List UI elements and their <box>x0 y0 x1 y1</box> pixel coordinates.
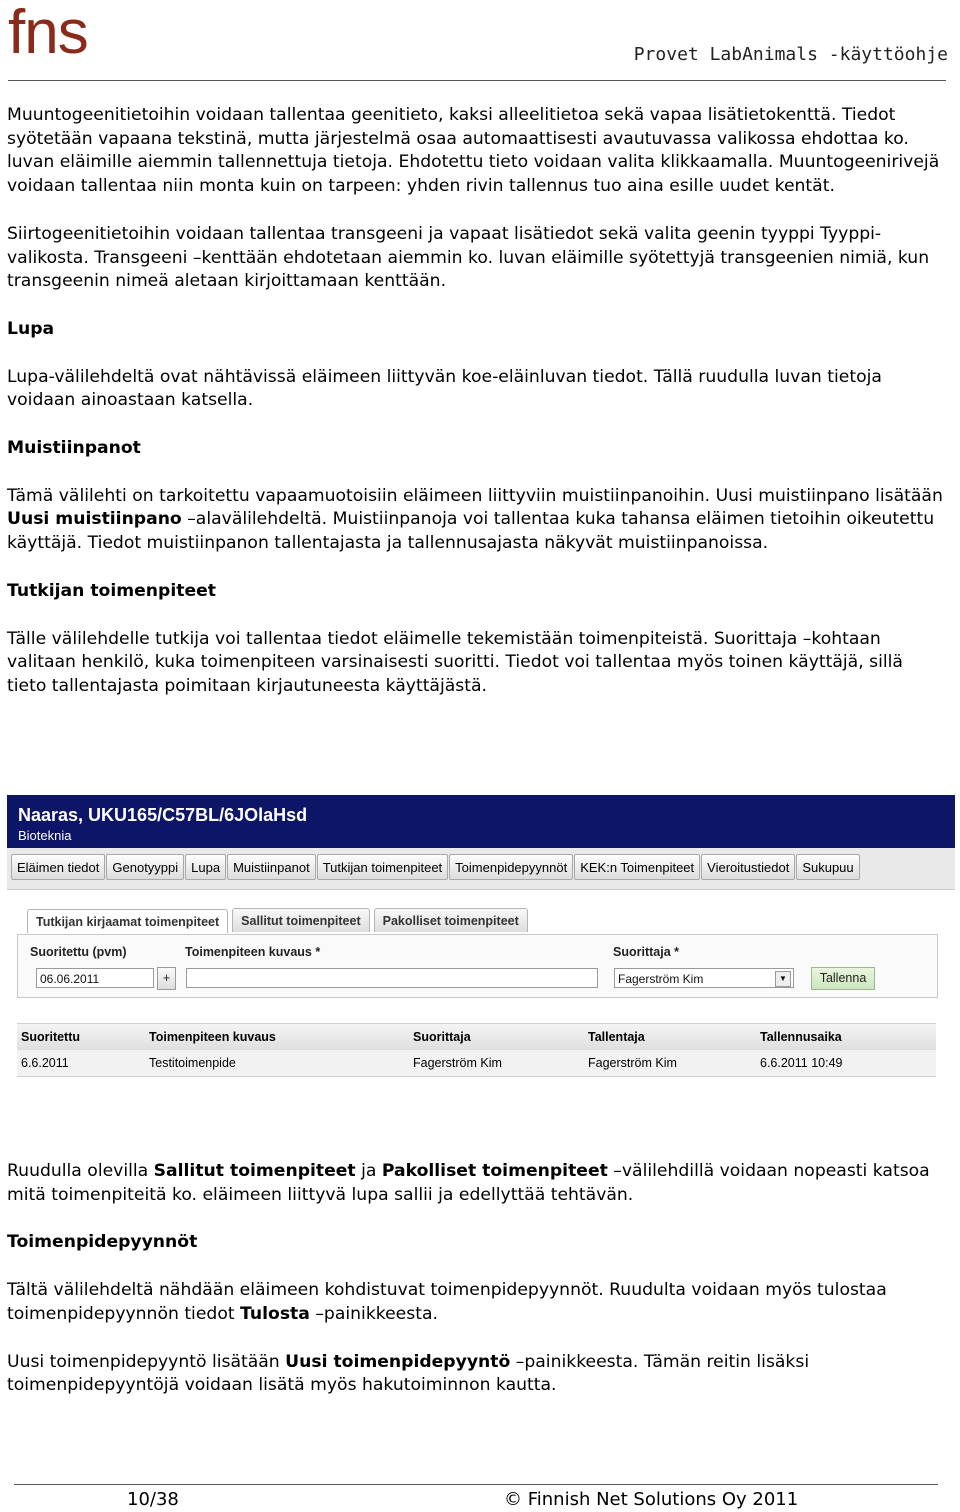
subtab-sallitut[interactable]: Sallitut toimenpiteet <box>232 908 369 932</box>
performer-select[interactable] <box>614 968 794 988</box>
header-divider <box>8 80 946 81</box>
paragraph-tutkijan-toimenpiteet: Tälle välilehdelle tutkija voi tallentaa tiedot eläimelle tekemistään toimenpiteistä. Suorittaja –kohtaan valitaan henkilö, kuka toimenpiteen varsinaisesti suoritti. Tiedot voi tallentaa myös toinen käyttäjä, sillä tieto tallentajasta poimitaan kirjautuneesta käyttäjästä. <box>7 628 903 696</box>
paragraph-muistiinpanot: Tämä välilehti on tarkoitettu vapaamuotoisiin eläimeen liittyviin muistiinpanoihin. Uusi muistiinpano lisätään Uusi muistiinpano –alavälilehdeltä. Muistiinpanoja voi tallentaa kuka tahansa eläimen tietoihin oikeutettu käyttäjä. Tiedot muistiinpanon tallentajasta ja tallennusajasta näkyvät muistiinpanoissa. <box>7 485 943 554</box>
description-input[interactable] <box>186 968 598 988</box>
document-title: Provet LabAnimals -käyttöohje <box>633 44 948 65</box>
entry-form <box>17 934 938 998</box>
tab-tutkijan-toimenpiteet[interactable]: Tutkijan toimenpiteet <box>317 854 448 880</box>
chevron-down-icon: ▼ <box>775 971 791 987</box>
cell-tallennusaika: 6.6.2011 10:49 <box>760 1056 843 1070</box>
paragraph-lupa: Lupa-välilehdeltä ovat nähtävissä eläimeen liittyvän koe-eläinluvan tiedot. Tällä ruudulla luvan tietoja voidaan ainoastaan katsella. <box>7 366 882 411</box>
tab-genotyyppi[interactable]: Genotyyppi <box>106 854 184 880</box>
col-suorittaja[interactable]: Suorittaja <box>413 1030 471 1044</box>
col-suoritettu[interactable]: Suoritettu <box>21 1030 81 1044</box>
heading-lupa: Lupa <box>7 318 55 339</box>
cell-tallentaja: Fagerström Kim <box>588 1056 677 1070</box>
paragraph-uusi-toimenpidepyynto: Uusi toimenpidepyyntö lisätään Uusi toimenpidepyyntö –painikkeesta. Tämän reitin lisäksi toimenpidepyyntöjä voidaan lisätä myös hakutoiminnon kautta. <box>7 1351 810 1396</box>
tab-elaimen-tiedot[interactable]: Eläimen tiedot <box>11 854 105 880</box>
add-date-button[interactable]: + <box>157 967 176 990</box>
app-screenshot <box>7 795 955 1078</box>
copyright: © Finnish Net Solutions Oy 2011 <box>504 1489 799 1510</box>
animal-title: Naaras, UKU165/C57BL/6JOlaHsd <box>18 805 308 825</box>
paragraph-siirtogeeni: Siirtogeenitietoihin voidaan tallentaa transgeeni ja vapaat lisätiedot sekä valita geenin tyyppi Tyyppi-valikosta. Transgeeni –kenttään ehdotetaan aiemmin ko. luvan eläimille syötettyjä transgeenien nimiä, kun transgeenin nimeä aletaan kirjoittamaan kenttään. <box>7 223 930 292</box>
cell-suorittaja: Fagerström Kim <box>413 1056 502 1070</box>
table-row[interactable] <box>17 1050 936 1077</box>
paragraph-ruudulla: Ruudulla olevilla Sallitut toimenpiteet ja Pakolliset toimenpiteet –välilehdillä voidaan nopeasti katsoa mitä toimenpiteitä ko. eläimeen liittyvä lupa sallii ja edellyttää tehtävän. <box>7 1161 930 1205</box>
paragraph-toimenpidepyynnot: Tältä välilehdeltä nähdään eläimeen kohdistuvat toimenpidepyynnöt. Ruudulta voidaan myös tulostaa toimenpidepyynnön tiedot Tulosta –painikkeesta. <box>7 1280 887 1324</box>
date-label: Suoritettu (pvm) <box>30 945 127 959</box>
cell-suoritettu: 6.6.2011 <box>21 1056 69 1070</box>
main-content-lower <box>7 1160 947 1422</box>
tab-vieroitustiedot[interactable]: Vieroitustiedot <box>701 854 795 880</box>
date-input[interactable]: 06.06.2011 <box>36 968 154 988</box>
heading-toimenpidepyynnot: Toimenpidepyynnöt <box>7 1232 198 1253</box>
col-tallentaja[interactable]: Tallentaja <box>588 1030 645 1044</box>
col-tallennusaika[interactable]: Tallennusaika <box>760 1030 842 1044</box>
description-label: Toimenpiteen kuvaus * <box>185 945 321 959</box>
heading-muistiinpanot: Muistiinpanot <box>7 438 141 459</box>
save-button[interactable]: Tallenna <box>811 967 875 990</box>
performer-value: Fagerström Kim <box>618 972 704 986</box>
sub-tab-bar <box>27 908 532 932</box>
page-number: 10/38 <box>127 1489 179 1510</box>
table-header <box>17 1023 936 1050</box>
main-tab-bar <box>7 848 955 890</box>
animal-subtitle: Bioteknia <box>18 828 72 843</box>
tab-muistiinpanot[interactable]: Muistiinpanot <box>227 854 316 880</box>
tab-kek-toimenpiteet[interactable]: KEK:n Toimenpiteet <box>574 854 700 880</box>
fns-logo: fns <box>8 0 88 67</box>
col-kuvaus[interactable]: Toimenpiteen kuvaus <box>149 1030 276 1044</box>
procedure-table <box>17 1023 936 1077</box>
subtab-pakolliset[interactable]: Pakolliset toimenpiteet <box>374 908 528 932</box>
screenshot-header <box>7 795 955 848</box>
footer-divider <box>14 1484 938 1485</box>
main-content <box>7 104 947 723</box>
performer-label: Suorittaja * <box>613 945 679 959</box>
tab-lupa[interactable]: Lupa <box>185 854 226 880</box>
subtab-tutkijan-kirjaamat[interactable]: Tutkijan kirjaamat toimenpiteet <box>27 909 228 933</box>
paragraph-muuntogeeni: Muuntogeenitietoihin voidaan tallentaa geenitieto, kaksi alleelitietoa sekä vapaa lisätietokenttä. Tiedot syötetään vapaana tekstinä, mutta järjestelmä osaa automaattisesti avautuvassa valikossa ehdottaa ko. luvan eläimille aiemmin tallennettuja tietoja. Ehdotettu tieto voidaan valita klikkaamalla. Muuntogeenirivejä voidaan tallentaa niin monta kuin on tarpeen: yhden rivin tallennus tuo aina esille uudet kentät. <box>7 105 940 197</box>
cell-kuvaus: Testitoimenpide <box>149 1056 236 1070</box>
tab-toimenpidepyynnot[interactable]: Toimenpidepyynnöt <box>449 854 573 880</box>
heading-tutkijan-toimenpiteet: Tutkijan toimenpiteet <box>7 580 216 601</box>
tab-sukupuu[interactable]: Sukupuu <box>796 854 859 880</box>
